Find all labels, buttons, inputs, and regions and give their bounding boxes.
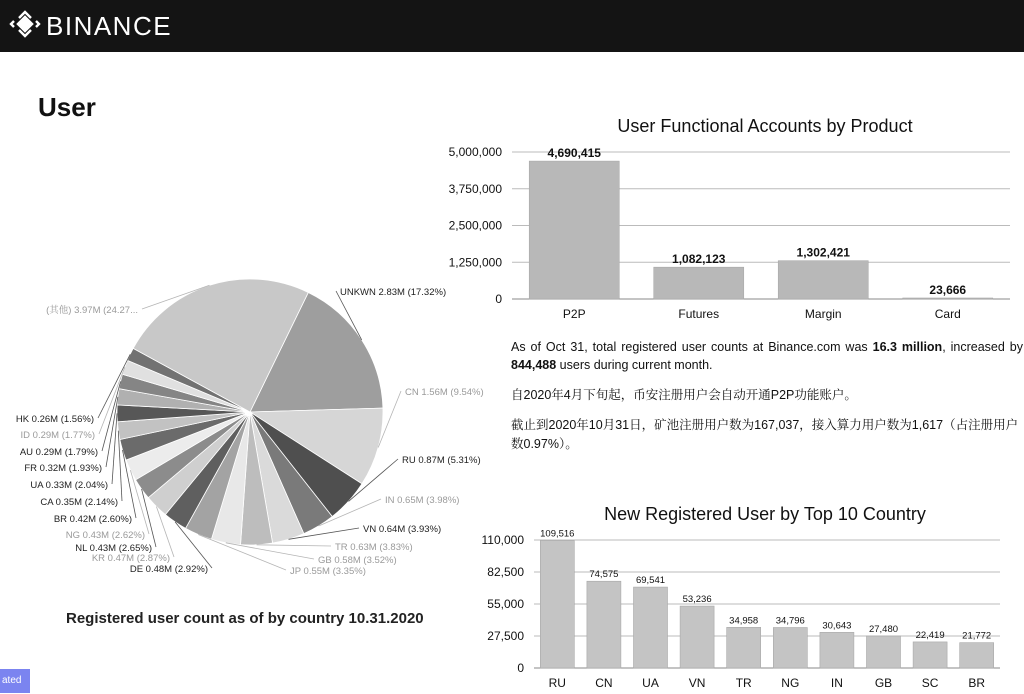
bar-tr (727, 627, 761, 668)
bar-value-label: 23,666 (929, 283, 967, 297)
pie-slice-label: JP 0.55M (3.35%) (290, 566, 366, 577)
pie-slice-label: CA 0.35M (2.14%) (40, 497, 118, 508)
bar-value-label: 69,541 (635, 575, 666, 587)
pie-slice-label: DE 0.48M (2.92%) (129, 564, 208, 575)
increase-value: 844,488 (511, 358, 557, 373)
bar-ng (773, 628, 807, 668)
bar-value-label: 30,643 (822, 620, 852, 632)
product-chart-title: User Functional Accounts by Product (617, 116, 913, 136)
notes-en-text-2: , increased by (942, 340, 1023, 354)
bar-cn (587, 581, 621, 668)
top-bar (0, 0, 1024, 52)
bar-ru (540, 541, 574, 668)
notes-panel (511, 338, 1023, 465)
bar-value-label: 22,419 (915, 629, 945, 641)
notes-en-text-3: users during current month. (556, 358, 713, 373)
pie-slice-label: TR 0.63M (3.83%) (335, 542, 413, 553)
x-tick-label: IN (830, 676, 843, 690)
notes-english (511, 338, 1023, 374)
y-tick-label: 55,000 (487, 597, 524, 611)
total-users-value: 16.3 million (872, 340, 943, 354)
bar-br (960, 643, 994, 668)
pie-slice-label: HK 0.26M (1.56%) (15, 414, 94, 425)
y-tick-label: 82,500 (487, 565, 524, 579)
pie-slice-label: NG 0.43M (2.62%) (65, 530, 145, 541)
bar-value-label: 4,690,415 (547, 146, 601, 161)
pie-slice-label: VN 0.64M (3.93%) (363, 524, 442, 535)
bar-gb (867, 636, 901, 668)
brand-name: BINANCE (46, 10, 173, 41)
pie-slice-label: (其他) 3.97M (24.27... (46, 305, 138, 316)
x-tick-label: Card (934, 307, 961, 321)
x-tick-label: P2P (562, 307, 586, 321)
x-tick-label: RU (548, 676, 566, 690)
bar-value-label: 74,575 (589, 569, 619, 581)
bar-futures (654, 267, 744, 299)
status-badge[interactable]: ated (0, 669, 30, 693)
pie-slice-label: GB 0.58M (3.52%) (318, 555, 397, 566)
x-tick-label: CN (595, 676, 613, 690)
pie-slice-label: NL 0.43M (2.65%) (75, 543, 152, 554)
bar-value-label: 34,796 (775, 615, 805, 627)
pie-leader-line (106, 397, 118, 467)
pie-caption: Registered user count as of by country 10.31.2020 (66, 610, 424, 627)
x-tick-label: Margin (804, 307, 842, 321)
pie-leader-line (112, 413, 117, 484)
x-tick-label: GB (874, 676, 893, 690)
y-tick-label: 0 (517, 661, 524, 675)
y-tick-label: 110,000 (481, 533, 524, 547)
x-tick-label: VN (688, 676, 706, 690)
binance-logo[interactable] (8, 10, 172, 42)
bar-vn (680, 606, 714, 668)
pie-leader-line (257, 545, 331, 546)
pie-slice-label: UNKWN 2.83M (17.32%) (340, 287, 447, 298)
bar-ua (634, 587, 668, 668)
y-tick-label: 3,750,000 (448, 181, 502, 196)
pie-slice-label: AU 0.29M (1.79%) (19, 447, 98, 458)
page-title: User (38, 92, 96, 122)
country-chart-title: New Registered User by Top 10 Country (604, 504, 926, 524)
pie-slice-label: KR 0.47M (2.87%) (91, 553, 170, 564)
pie-slice-label: RU 0.87M (5.31%) (402, 455, 481, 466)
x-tick-label: UA (642, 676, 659, 690)
country-bar-chart (460, 524, 1020, 694)
pie-slice-label: UA 0.33M (2.04%) (30, 480, 108, 491)
pie-slice-label: ID 0.29M (1.77%) (20, 430, 95, 441)
x-tick-label: BR (968, 676, 986, 690)
y-tick-label: 0 (495, 292, 502, 306)
bar-in (820, 632, 854, 668)
x-tick-label: Futures (678, 307, 720, 321)
bar-value-label: 27,480 (868, 624, 899, 636)
x-tick-label: NG (781, 676, 800, 690)
bar-value-label: 21,772 (962, 630, 992, 642)
pie-slice-label: FR 0.32M (1.93%) (24, 463, 102, 474)
notes-en-text-1: As of Oct 31, total registered user counts at Binance.com was (511, 340, 873, 354)
x-tick-label: TR (735, 676, 752, 690)
y-tick-label: 1,250,000 (448, 255, 502, 270)
bar-value-label: 1,302,421 (796, 245, 850, 260)
bar-value-label: 1,082,123 (672, 252, 726, 267)
x-tick-label: SC (921, 676, 939, 690)
notes-chinese-2: 截止到2020年10月31日，矿池注册用户数为167,037，接入算力用户数为1,617（占注册用户数0.97%）。 (511, 418, 1019, 451)
bar-card (903, 298, 993, 299)
binance-diamond-icon (8, 7, 42, 46)
bar-value-label: 53,236 (682, 594, 712, 606)
pie-slice-label: CN 1.56M (9.54%) (405, 387, 484, 398)
bar-sc (913, 642, 947, 668)
product-bar-chart (420, 140, 1020, 330)
bar-value-label: 109,516 (540, 528, 575, 540)
y-tick-label: 27,500 (487, 629, 524, 643)
bar-value-label: 34,958 (729, 615, 759, 627)
y-tick-label: 2,500,000 (448, 218, 502, 233)
notes-chinese-1: 自2020年4月下旬起，币安注册用户会自动开通P2P功能账户。 (511, 388, 857, 403)
pie-slice-label: BR 0.42M (2.60%) (53, 514, 132, 525)
pie-slice-label: IN 0.65M (3.98%) (385, 495, 460, 506)
bar-p2p (529, 161, 619, 299)
y-tick-label: 5,000,000 (448, 145, 502, 159)
bar-margin (778, 261, 868, 299)
